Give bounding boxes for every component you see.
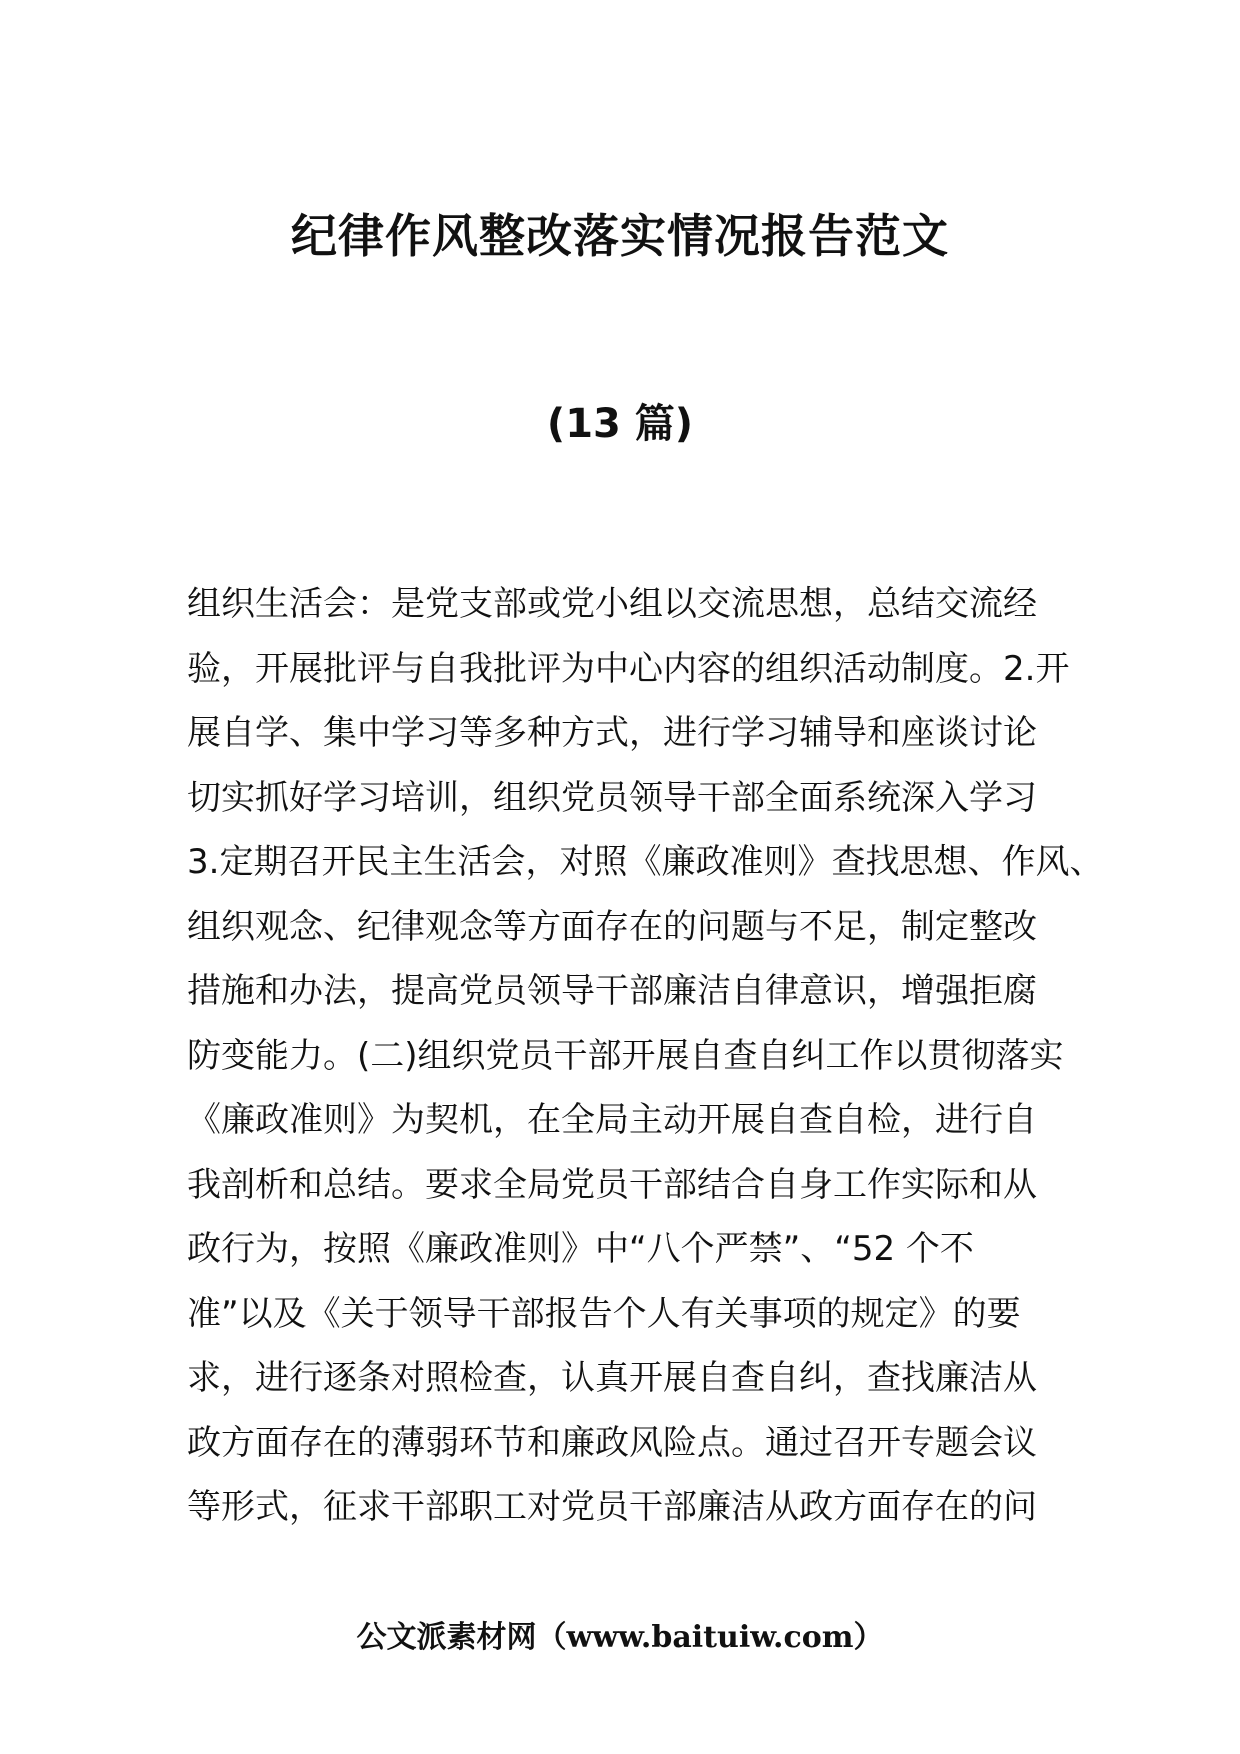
body-line: 验，开展批评与自我批评为中心内容的组织活动制度。2.开 [187,648,1070,689]
body-line: 防变能力。(二)组织党员干部开展自查自纠工作以贯彻落实 [187,1035,1064,1076]
body-line: 我剖析和总结。要求全局党员干部结合自身工作实际和从 [187,1164,1037,1205]
body-line: 求，进行逐条对照检查，认真开展自查自纠，查找廉洁从 [187,1358,1037,1398]
body-text [187,572,1104,1540]
document-subtitle: (13 篇) [546,401,694,447]
body-line: 组织观念、纪律观念等方面存在的问题与不足，制定整改 [187,906,1037,947]
body-line: 展自学、集中学习等多种方式，进行学习辅导和座谈讨论 [187,713,1037,753]
body-line: 3.定期召开民主生活会，对照《廉政准则》查找思想、作风、 [187,842,1104,882]
body-line: 政方面存在的薄弱环节和廉政风险点。通过召开专题会议 [187,1422,1037,1463]
body-line: 组织生活会：是党支部或党小组以交流思想，总结交流经 [187,584,1037,624]
body-line: 措施和办法，提高党员领导干部廉洁自律意识，增强拒腐 [187,971,1037,1011]
body-line: 准”以及《关于领导干部报告个人有关事项的规定》的要 [187,1293,1021,1334]
document-title: 纪律作风整改落实情况报告范文 [291,209,949,263]
body-line: 《廉政准则》为契机，在全局主动开展自查自检，进行自 [187,1100,1037,1140]
body-line: 等形式，征求干部职工对党员干部廉洁从政方面存在的问 [187,1487,1037,1527]
body-line: 政行为，按照《廉政准则》中“八个严禁”、“52 个不 [187,1229,974,1269]
body-line: 切实抓好学习培训，组织党员领导干部全面系统深入学习 [187,777,1037,818]
footer-source: 公文派素材网（www.baituiw.com） [356,1620,884,1655]
